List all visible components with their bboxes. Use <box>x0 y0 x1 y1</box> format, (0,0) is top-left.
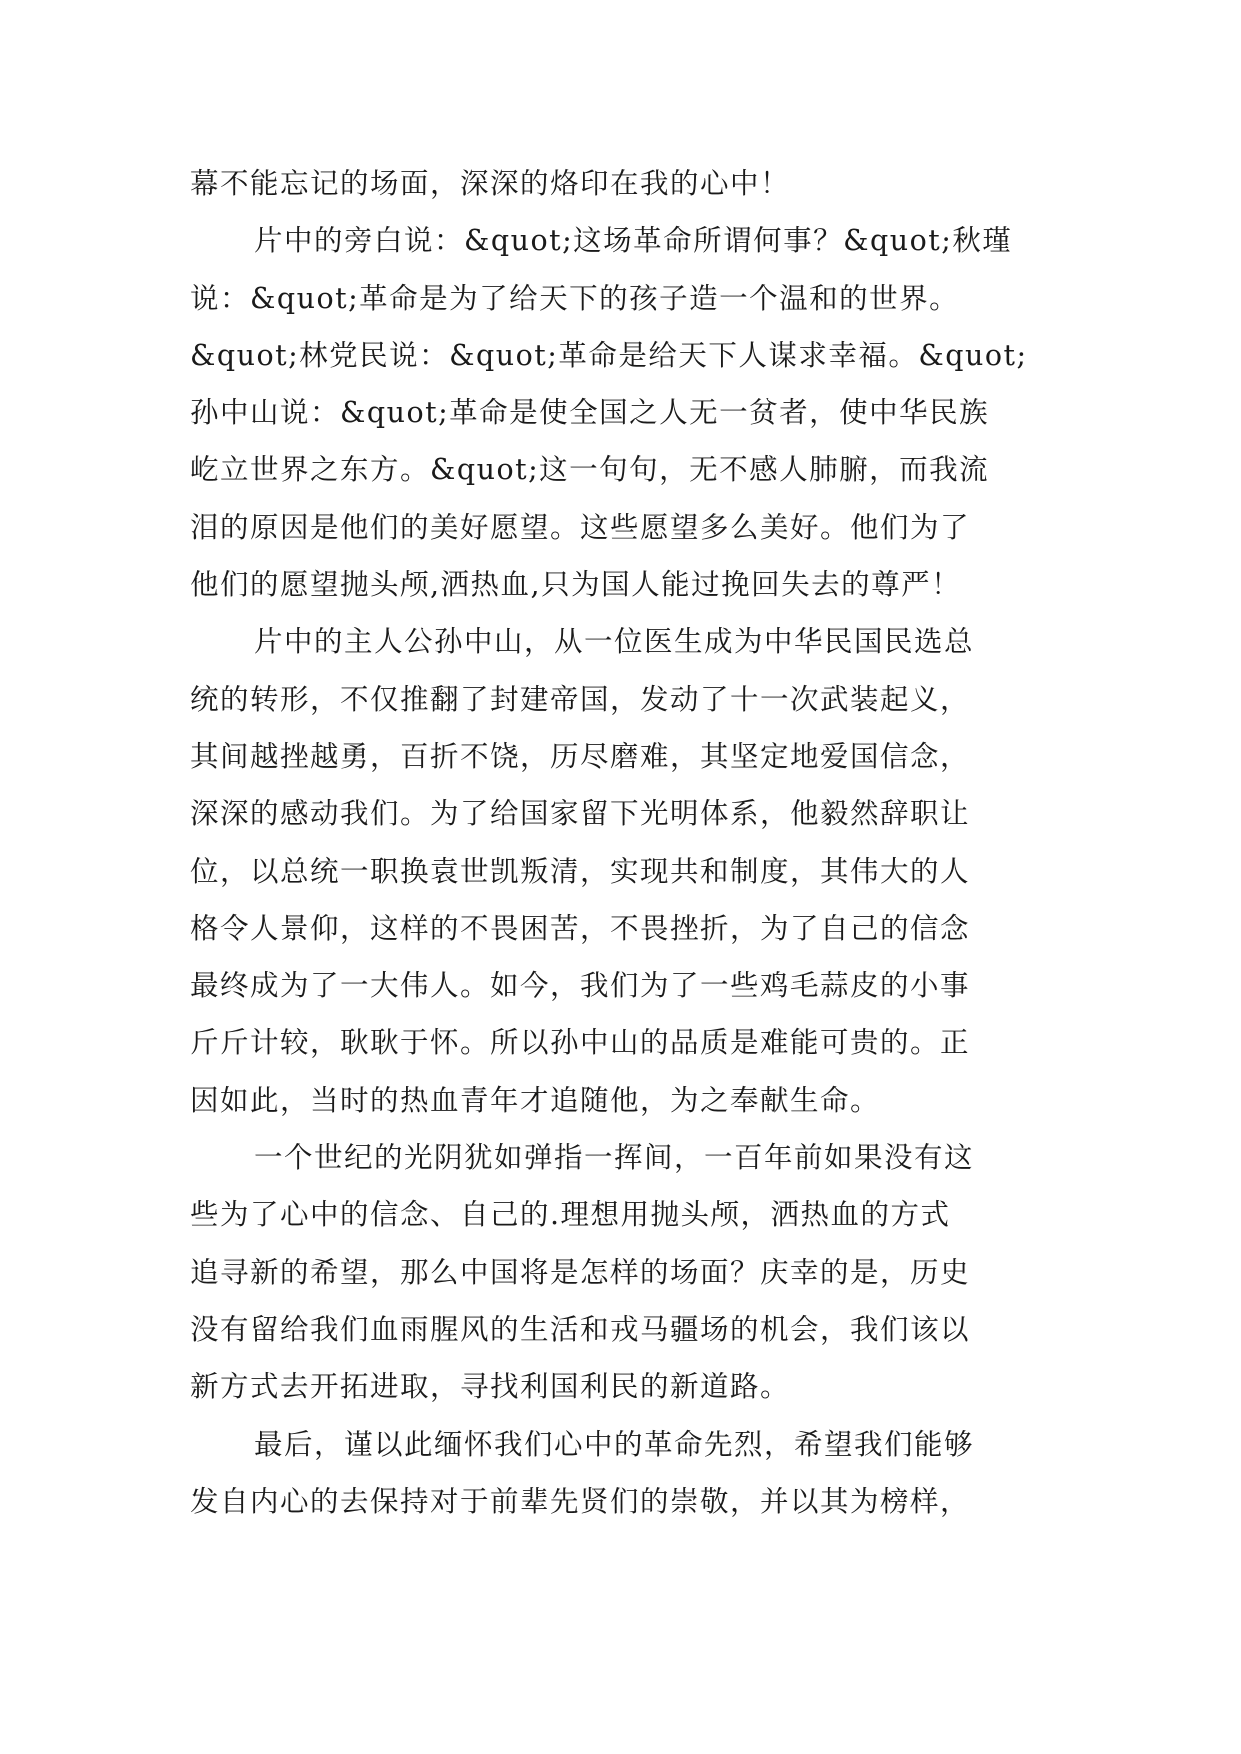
text-line: 最终成为了一大伟人。如今，我们为了一些鸡毛蒜皮的小事 <box>190 969 971 1003</box>
text-line: 屹立世界之东方。&quot;这一句句，无不感人肺腑，而我流 <box>190 453 990 487</box>
text-line: 其间越挫越勇，百折不饶，历尽磨难，其坚定地爱国信念， <box>190 739 971 773</box>
text-line: 深深的感动我们。为了给国家留下光明体系，他毅然辞职让 <box>190 797 971 831</box>
text-line: 格令人景仰，这样的不畏困苦，不畏挫折，为了自己的信念 <box>190 911 971 945</box>
text-line: 他们的愿望抛头颅,洒热血,只为国人能过挽回失去的尊严！ <box>190 568 962 602</box>
text-line: 统的转形，不仅推翻了封建帝国，发动了十一次武装起义， <box>190 682 971 716</box>
text-line: 最后，谨以此缅怀我们心中的革命先烈，希望我们能够 <box>254 1427 975 1461</box>
text-line: 新方式去开拓进取，寻找利国利民的新道路。 <box>190 1370 791 1404</box>
text-line: 斤斤计较，耿耿于怀。所以孙中山的品质是难能可贵的。正 <box>190 1026 971 1060</box>
text-line: 片中的旁白说：&quot;这场革命所谓何事？&quot;秋瑾 <box>254 224 1013 258</box>
text-line: 片中的主人公孙中山，从一位医生成为中华民国民选总 <box>254 625 975 659</box>
text-line: 些为了心中的信念、自己的.理想用抛头颅，洒热血的方式 <box>190 1198 951 1232</box>
text-line: 没有留给我们血雨腥风的生活和戎马疆场的机会，我们该以 <box>190 1312 971 1346</box>
text-line: 幕不能忘记的场面，深深的烙印在我的心中！ <box>190 167 791 200</box>
text-line: 孙中山说：&quot;革命是使全国之人无一贫者，使中华民族 <box>190 396 990 430</box>
text-line: 因如此，当时的热血青年才追随他，为之奉献生命。 <box>190 1083 881 1117</box>
text-line: 说：&quot;革命是为了给天下的孩子造一个温和的世界。 <box>190 281 960 315</box>
text-line: 发自内心的去保持对于前辈先贤们的崇敬，并以其为榜样， <box>190 1484 971 1518</box>
text-line: 一个世纪的光阴犹如弹指一挥间，一百年前如果没有这 <box>254 1141 975 1175</box>
text-line: &quot;林党民说：&quot;革命是给天下人谋求幸福。&quot; <box>190 338 1028 372</box>
text-line: 泪的原因是他们的美好愿望。这些愿望多么美好。他们为了 <box>190 510 971 544</box>
body-text <box>190 155 1054 1530</box>
text-line: 追寻新的希望，那么中国将是怎样的场面？庆幸的是，历史 <box>190 1255 971 1289</box>
text-line: 位，以总统一职换袁世凯叛清，实现共和制度，其伟大的人 <box>190 854 971 888</box>
